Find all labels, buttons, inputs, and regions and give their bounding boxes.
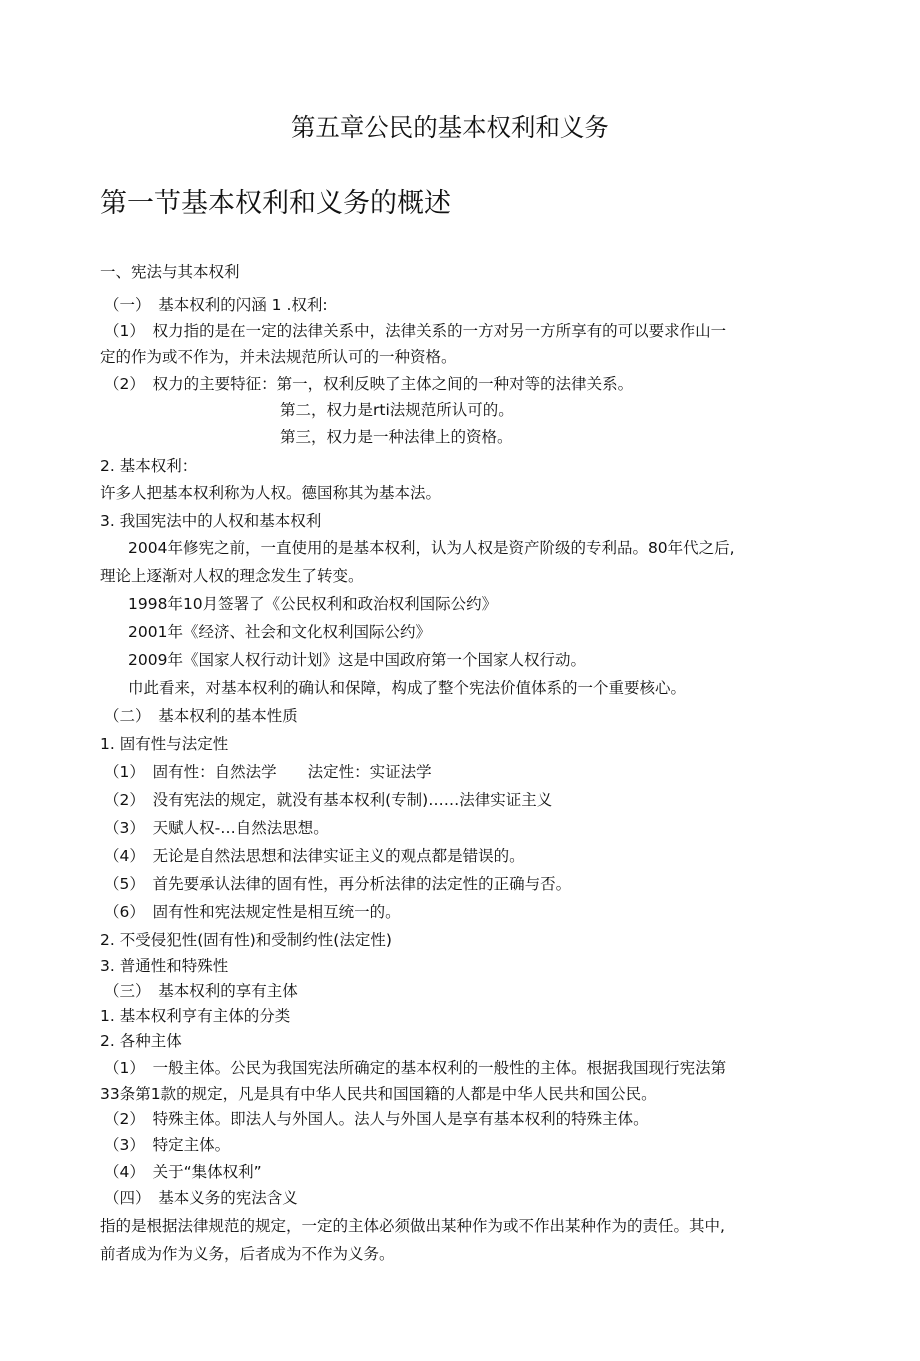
body-line: （1） 权力指的是在一定的法律关系中，法律关系的一方对另一方所享有的可以要求作山一 — [104, 322, 727, 340]
body-line: 定的作为或不作为，并未法规范所认可的一种资格。 — [100, 348, 457, 366]
body-line: 2. 不受侵犯性(固有性)和受制约性(法定性) — [100, 931, 392, 949]
body-line: 2009年《国家人权行动计划》这是中国政府第一个国家人权行动。 — [128, 651, 586, 669]
body-line: （1） 一般主体。公民为我国宪法所确定的基本权利的一般性的主体。根据我国现行宪法第 — [104, 1059, 727, 1077]
body-line: 2. 基本权利： — [100, 457, 198, 475]
body-line: 33条第1款的规定，凡是具有中华人民共和国国籍的人都是中华人民共和国公民。 — [100, 1085, 657, 1103]
body-line: （5） 首先要承认法律的固有性，再分析法律的法定性的正确与否。 — [104, 875, 572, 893]
body-line: 2004年修宪之前，一直使用的是基本权利，认为人权是资产阶级的专利品。80年代之后, — [128, 539, 735, 557]
body-line: （4） 无论是自然法思想和法律实证主义的观点都是错误的。 — [104, 847, 525, 865]
body-line: （四） 基本义务的宪法含义 — [104, 1189, 298, 1207]
body-line: （一） 基本权利的闪涵 1 .权利: — [104, 296, 328, 314]
body-line: （二） 基本权利的基本性质 — [104, 707, 298, 725]
body-line: 2001年《经济、社会和文化权利国际公约》 — [128, 623, 431, 641]
body-line: （1） 固有性：自然法学 法定性：实证法学 — [104, 763, 432, 781]
body-line: 3. 我国宪法中的人权和基本权利 — [100, 512, 322, 530]
body-line: （三） 基本权利的享有主体 — [104, 982, 298, 1000]
body-line: 2. 各种主体 — [100, 1032, 182, 1050]
body-line: 前者成为作为义务，后者成为不作为义务。 — [100, 1245, 395, 1263]
body-line: （4） 关于“集体权利” — [104, 1163, 262, 1181]
chapter-title: 第五章公民的基本权利和义务 — [290, 113, 609, 142]
body-line: 巾此看来，对基本权利的确认和保障，构成了整个宪法价值体系的一个重要核心。 — [128, 679, 687, 697]
body-line: 1. 基本权利亨有主体的分类 — [100, 1007, 291, 1025]
body-line: 3. 普通性和特殊性 — [100, 957, 229, 975]
body-line: 指的是根据法律规范的规定，一定的主体必须做出某种作为或不作出某种作为的责任。其中, — [100, 1217, 725, 1235]
body-line: 1998年10月签署了《公民权利和政治权利国际公约》 — [128, 595, 498, 613]
section-title: 第一节基本权利和义务的概述 — [100, 188, 451, 219]
body-line: 许多人把基本权利称为人权。德国称其为基本法。 — [100, 484, 442, 502]
body-line: 1. 固有性与法定性 — [100, 735, 229, 753]
body-line: 一、宪法与其本权利 — [100, 263, 240, 281]
body-line: （3） 特定主体。 — [104, 1136, 231, 1154]
body-line: 第二，权力是rti法规范所认可的。 — [280, 401, 514, 419]
body-line: （2） 特殊主体。即法人与外国人。法人与外国人是享有基本权利的特殊主体。 — [104, 1110, 649, 1128]
body-line: （2） 没有宪法的规定，就没有基本权利(专制)……法律实证主义 — [104, 791, 553, 809]
body-line: 理论上逐渐对人权的理念发生了转变。 — [100, 567, 364, 585]
body-line: 第三，权力是一种法律上的资格。 — [280, 428, 513, 446]
body-line: （6） 固有性和宪法规定性是相互统一的。 — [104, 903, 401, 921]
body-line: （3） 天赋人权-…自然法思想。 — [104, 819, 329, 837]
body-line: （2） 权力的主要特征：第一，权利反映了主体之间的一种对等的法律关系。 — [104, 375, 634, 393]
